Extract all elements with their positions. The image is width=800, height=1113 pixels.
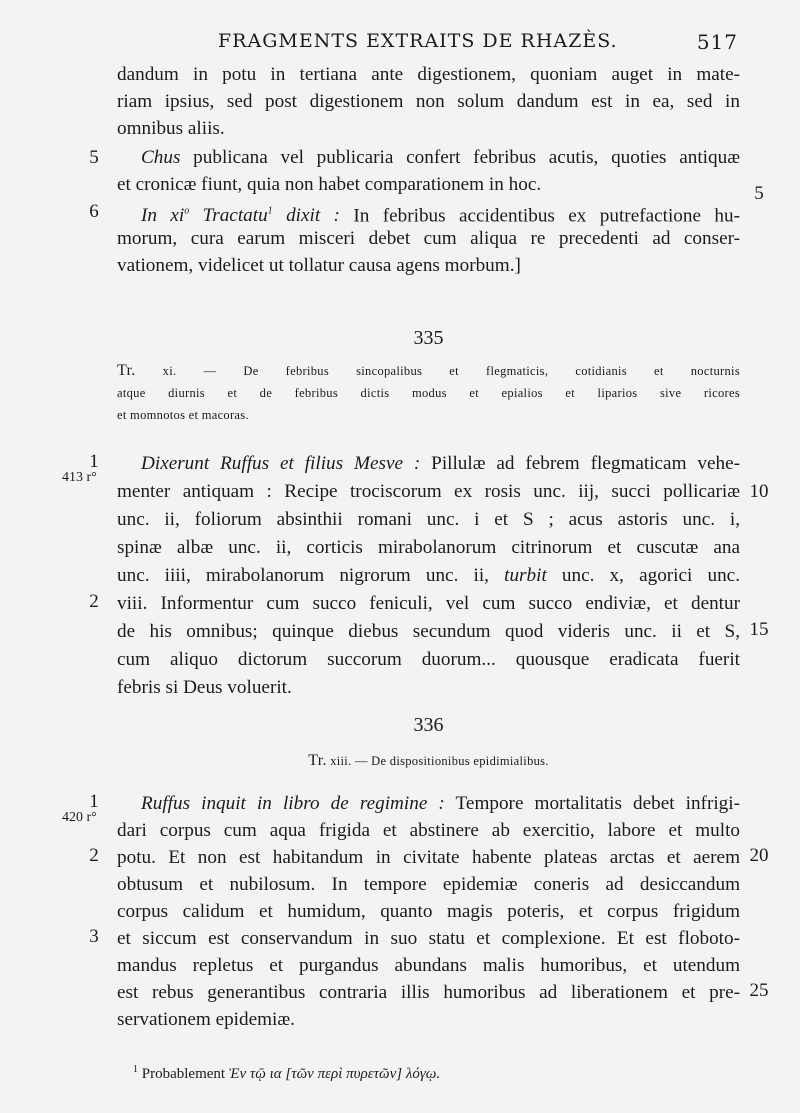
page-number: 517 [696,30,738,54]
section-heading-line: Tr. xiii. — De dispositionibus epidimialibus. [308,752,549,769]
italic-term: turbit [504,565,547,586]
text-span: publicana vel publicaria confert febribus acutis, quoties antiquæ [180,147,740,168]
paragraph-number: 5 [89,147,99,168]
section-heading-line: et momnotos et macoras. [117,408,249,422]
text-line: febris si Deus voluerit. [117,677,292,698]
paragraph-number: 2 [89,591,99,612]
text-line: de his omnibus; quinque diebus secundum quod videris unc. ii et S, [117,621,740,642]
text-line: vationem, videlicet ut tollatur causa agens morbum.] [117,255,521,276]
italic-lead: Dixerunt Ruffus et filius Mesve : [141,453,421,474]
line-number: 15 [749,619,769,640]
footnote: $^1$ Probablement Ἐν τῷ ια [τῶν περὶ πυρετῶν] λόγῳ. [133,1064,441,1082]
paragraph-number: 6 [89,201,99,222]
paragraph-number: 1 [89,451,99,472]
italic-lead: Chus [141,147,181,168]
line-number: 10 [749,481,769,502]
text-line: Ruffus inquit in libro de regimine : Tempore mortalitatis debet infrigi- [141,793,740,814]
footnote-mark: 1 [133,1064,138,1075]
paragraph-number: 1 [89,791,99,812]
text-line: In $xi^o$ Tractatu$^1$ dixit : In febribus accidentibus ex putrefactione hu- [141,205,740,227]
text-line: potu. Et non est habitandum in civitate habente plateas arctas et aerem [117,847,740,868]
italic-lead: Ruffus inquit in libro de regimine : [141,793,445,814]
text-line: menter antiquam : Recipe trociscorum ex rosis unc. iij, succi pollicariæ [117,481,740,502]
text-line: dari corpus cum aqua frigida et abstinere ab exercitio, labore et multo [117,820,740,841]
section-heading-line: atque diurnis et de febribus dictis modus et epialios et liparios sive ricores [117,386,740,400]
text-line: morum, cura earum misceri debet cum aliqua re precedenti ad conser- [117,228,740,249]
section-heading-line: Tr. xi. — De febribus sincopalibus et flegmaticis, cotidianis et nocturnis [117,362,740,379]
line-number: 25 [749,980,769,1001]
running-header [218,30,738,60]
text-line: spinæ albæ unc. ii, corticis mirabolanorum citrinorum et cuscutæ ana [117,537,740,558]
text-line: et cronicæ fiunt, quia non habet comparationem in hoc. [117,174,542,195]
text-line: dandum in potu in tertiana ante digestionem, quoniam auget in mate- [117,64,740,85]
running-title: FRAGMENTS EXTRAITS DE RHAZÈS. [218,30,618,52]
text-line: mandus repletus et purgandus abundans malis humoribus, et utendum [117,955,740,976]
line-number: 5 [754,183,764,204]
text-line: viii. Informentur cum succo feniculi, vel cum succo endiviæ, et dentur [117,593,740,614]
text-line: corpus calidum et humidum, quanto magis poteris, et corpus frigidum [117,901,740,922]
greek-text: Ἐν τῷ ια [τῶν περὶ πυρετῶν] λόγῳ. [228,1066,441,1082]
text-line: cum aliquo dictorum succorum duorum... quousque eradicata fuerit [117,649,740,670]
text-line: est rebus generantibus contraria illis humoribus ad liberationem et pre- [117,982,740,1003]
paragraph-number: 2 [89,845,99,866]
text-line: et siccum est conservandum in suo statu et complexione. Et est floboto- [117,928,740,949]
footnote-ref: 1 [267,206,273,217]
section-number: 335 [413,327,444,349]
section-number: 336 [413,714,444,736]
text-line: omnibus aliis. [117,118,225,139]
text-line: unc. ii, foliorum absinthii romani unc. i et S ; acus astoris unc. i, [117,509,740,530]
folio-marker: 420 r° [62,810,97,825]
text-line: Dixerunt Ruffus et filius Mesve : Pillulæ ad febrem flegmaticam vehe- [141,453,740,474]
italic-lead: In $xi^o$ Tractatu$^1$ dixit : [141,205,340,227]
text-line: obtusum et nubilosum. In tempore epidemiæ coneris ad desiccandum [117,874,740,895]
folio-marker: 413 r° [62,470,97,485]
text-line [117,145,740,171]
text-line: servationem epidemiæ. [117,1009,295,1030]
paragraph-number: 3 [89,926,99,947]
line-number: 20 [749,845,769,866]
text-line: riam ipsius, sed post digestionem non solum dandum est in ea, sed in [117,91,740,112]
text-line: unc. iiii, mirabolanorum nigrorum unc. ii, turbit unc. x, agorici unc. [117,565,740,586]
